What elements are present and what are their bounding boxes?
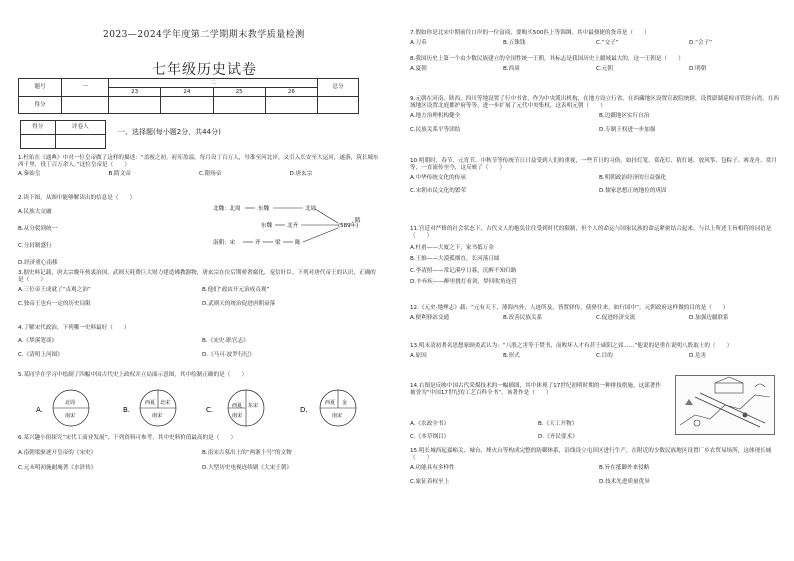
coal-mining-illustration: [675, 375, 775, 435]
option-c[interactable]: C.“交子”: [596, 39, 619, 46]
question-8: [410, 56, 782, 73]
col-one: 一: [62, 79, 109, 97]
question-text: 2.读下图，从图中能够解读出的信息是（ ）: [18, 195, 136, 201]
row-label-question: 题号: [19, 79, 62, 97]
option-c[interactable]: C.独帝王也有一定的历史局限: [18, 300, 91, 307]
circle-a: [36, 390, 89, 426]
grader-label: 评卷人: [55, 121, 105, 135]
option-a[interactable]: A.地方治理机构健全: [410, 112, 461, 119]
option-d[interactable]: D.经济重心南移: [18, 260, 58, 266]
section-heading-choice: 一、选择题(每小题2分，共44分): [118, 128, 221, 136]
option-b[interactable]: B.南宋古墓出土的“两浙十号”的文物: [202, 449, 292, 456]
label-south-song: 南朝：宋: [213, 240, 236, 246]
question-14: [410, 383, 782, 445]
question-7: [410, 30, 782, 47]
question-text: 7.假如你是北宋中期前往口岸的一位富商，要购买500匹上等锦绸，其中最便捷的货币是（ ）: [410, 30, 650, 36]
option-a[interactable]: A.秦始皇: [18, 170, 41, 177]
question-1: [18, 155, 380, 178]
option-d[interactable]: D.辛弃疾——醉里挑灯看剑，梦回吹角连营: [410, 279, 517, 286]
option-a[interactable]: A.南朝梁驱逐开皇帝的《宋史》: [18, 449, 97, 456]
option-c[interactable]: C.元朝: [596, 65, 613, 72]
score-cell[interactable]: [318, 97, 359, 114]
label-sui: 隋: [355, 218, 361, 224]
option-d[interactable]: D.技术先进质量优异: [599, 478, 650, 485]
option-b[interactable]: B.《宋史·职官志》: [202, 337, 249, 344]
option-a[interactable]: A.功能具有多样性: [410, 464, 455, 471]
row-label-score: 得分: [19, 97, 62, 114]
option-d[interactable]: D.大型历史电视连续剧《大宋王朝》: [202, 464, 292, 471]
svg-text:南宋: 南宋: [232, 413, 243, 419]
sub-col-23: 23: [109, 88, 161, 97]
question-10: [410, 158, 782, 195]
option-a[interactable]: A.中华传统文化的传承: [410, 174, 466, 181]
option-d[interactable]: D.《马可·波罗行纪》: [202, 351, 255, 358]
exam-header-title: 2023—2024学年度第二学期期末教学质量检测: [103, 30, 305, 40]
option-a[interactable]: A.《农政全书》: [410, 421, 450, 427]
question-text: 13.明末清初著名思想家顾炎武认为：“八股之害等于焚书，而败坏人才有甚于咸阳之郊……”他说的是重在说明八股取士的（ ）: [410, 343, 733, 349]
label-year: (589年): [338, 223, 359, 229]
label-north-wei: 北魏：北周: [213, 206, 241, 212]
svg-text:金: 金: [342, 400, 348, 406]
svg-text:D.: D.: [300, 406, 308, 414]
score-cell[interactable]: [265, 97, 317, 114]
option-b[interactable]: B.从分裂到统一: [18, 226, 58, 232]
option-a[interactable]: A.原因: [410, 352, 427, 359]
option-d[interactable]: D.儒家思想正统地位的巩固: [599, 187, 667, 194]
question-text: 5.某同学在学习中绘制了四幅中国古代史上政权并立局面示意图，其中绘制正确的是（ ）: [18, 372, 248, 378]
option-c[interactable]: C.《本草纲目》: [410, 434, 450, 440]
option-b[interactable]: B.西周: [503, 65, 520, 72]
svg-text:C.: C.: [206, 406, 214, 414]
question-text: 1.杜佑在《通典》中对一位皇帝做了这样的描述：“盖视之初，府库盈溢，每月设丁百万人，导淮至河北岸，又引入长安至大运河，遂游，筑长城东西千里，役丁百万余人。”这位皇帝是（ ）: [18, 155, 379, 168]
svg-text:东宋: 东宋: [248, 403, 259, 409]
question-text: 15.明长城西起嘉峪关、城台、烽火台等构成完整的防御体系，沿线设立屯田区进行生产，在附近的少数民族地区设置厂乡农贸易场所，这体现长城（ ）: [410, 448, 772, 461]
question-text: 8.我国历史上第一个由少数民族建立的全国性统一王朝，其标志是我国历史上疆域最大的，这一王朝是（ ）: [410, 56, 684, 62]
option-b[interactable]: B.《天工开物》: [538, 421, 578, 427]
regime-circle-diagrams: [18, 380, 378, 435]
question-15: [410, 448, 782, 486]
score-cell[interactable]: [213, 97, 265, 114]
option-c[interactable]: C.分封制盛行: [18, 243, 52, 249]
option-a[interactable]: A.刀币: [410, 39, 427, 46]
col-total: 总分: [318, 79, 359, 97]
grader-score-cell[interactable]: [21, 135, 56, 149]
option-b[interactable]: B.边疆地区实行自治: [599, 112, 650, 119]
option-a[interactable]: A.民族大交融: [18, 209, 52, 215]
circle-d: [300, 390, 356, 426]
question-12: [410, 305, 782, 322]
sub-col-26: 26: [265, 88, 317, 97]
option-c[interactable]: C.元末明初施耐庵著《水浒传》: [18, 464, 97, 471]
question-2: [18, 195, 380, 265]
option-a[interactable]: A.夏朝: [410, 65, 427, 72]
label-north-qi: 北齐: [287, 223, 299, 229]
score-cell[interactable]: [109, 97, 161, 114]
question-4: [18, 325, 380, 359]
option-b[interactable]: B.他们“政由开元治成贞观”: [202, 286, 270, 293]
question-5: [18, 372, 380, 432]
question-text: 10.明朝时，春节、元宵节、中秋节等传统节日日益受到人们的重视，一些节日的习俗，如挂灯笼、赏花灯、猜灯谜、放风筝、包粽子、赛龙舟、赏月等，一直流传至今，这反映了（ ）: [410, 158, 777, 171]
question-13: [410, 343, 782, 360]
svg-text:西夏: 西夏: [325, 400, 336, 406]
svg-text:北宋: 北宋: [160, 400, 171, 406]
option-d[interactable]: D.明朝: [689, 65, 707, 72]
score-cell[interactable]: [161, 97, 213, 114]
circle-c: [206, 390, 264, 426]
option-b[interactable]: B.明朝政治经济的日益强化: [599, 174, 667, 181]
svg-text:西夏: 西夏: [232, 403, 243, 409]
option-a[interactable]: A.三位帝王成就了“贞观之治”: [18, 286, 91, 293]
option-a[interactable]: A.《梦溪笔谈》: [18, 337, 58, 344]
option-b[interactable]: B.改善民族关系: [503, 314, 543, 321]
option-b[interactable]: B.旨在抵御外来侵略: [599, 464, 650, 471]
option-d[interactable]: D.唐玄宗: [289, 170, 313, 177]
exam-subtitle: 七年级历史试卷: [152, 62, 257, 78]
option-c[interactable]: C.《清明上河图》: [18, 351, 63, 358]
label-east-wei: 东魏: [258, 206, 270, 212]
option-c[interactable]: C.隋炀帝: [199, 170, 222, 177]
question-3: [18, 270, 380, 308]
question-6: [18, 435, 380, 472]
question-text: 4.了解宋代政治，下列哪一史料最好（ ）: [18, 325, 130, 331]
question-text: 12.《元史·地理志》载：“元有天下，薄海内外，人迹所及，皆置驿传，使驿往来，如行国中”。元朝政府这样做的目的是（ ）: [410, 305, 729, 311]
grader-score-label: 得分: [21, 121, 56, 135]
label-chen: 陈: [295, 240, 301, 246]
option-c[interactable]: C.李清照——常记溪亭日暮，沉醉不知归路: [410, 267, 517, 274]
sub-col-25: 25: [213, 88, 265, 97]
question-9: [410, 96, 782, 134]
option-d[interactable]: D.“会子”: [689, 39, 713, 46]
svg-text:北周: 北周: [65, 400, 76, 406]
grader-box: [20, 120, 106, 149]
option-a[interactable]: A.杜甫——大厦之下，家书抵万金: [410, 244, 494, 251]
option-a[interactable]: A.便利驿站交通: [410, 314, 450, 321]
option-c[interactable]: C.象征着权至上: [410, 478, 450, 485]
question-text: 9.元朝在河南、陕西、四川等地设置了行中书省，作为中央派出机构，在地方设立行省，在西藏地区设置宣政院统辖，设置澎湖巡检司管辖台湾，在西域地区设置北庭都护府等等，进一步扩展了元代中央集权，这表明元朝（ ）: [410, 96, 779, 109]
option-c[interactable]: C.宋朝市民文化的繁荣: [410, 187, 467, 194]
question-text: 14.右图是反映中国古代采煤技术的一幅插图，其中体现了17世纪初明时期的一种排技措施，这部著作被誉为“中国17世纪的工艺百科全书”。该著作是（ ）: [410, 383, 661, 396]
label-north-zhou: 北周: [305, 206, 317, 212]
option-d[interactable]: D.武则天的统治促进唐朝衰落: [202, 300, 276, 307]
option-b[interactable]: B.王维——大漠孤烟直，长河落日圆: [410, 256, 500, 263]
svg-text:南宋: 南宋: [65, 413, 76, 419]
sub-col-24: 24: [161, 88, 213, 97]
svg-text:南宋: 南宋: [332, 413, 343, 419]
option-d[interactable]: D.加强边疆联系: [689, 314, 729, 321]
score-cell[interactable]: [62, 97, 109, 114]
option-d[interactable]: D.专制王权进一步加强: [599, 126, 656, 133]
option-d[interactable]: D.《齐民要术》: [538, 434, 578, 440]
svg-text:南宋: 南宋: [152, 413, 163, 419]
svg-text:东魏: 东魏: [261, 223, 273, 229]
option-d[interactable]: D.危害: [689, 352, 707, 359]
svg-text:B.: B.: [123, 406, 131, 414]
option-c[interactable]: C.促进经济交流: [596, 314, 636, 321]
question-11: [410, 226, 782, 289]
option-b[interactable]: B.五铢钱: [503, 39, 526, 46]
circle-b: [123, 390, 176, 426]
question-text: 6.某兴趣小组探究“宋代工商业发展”，下列资料可参考，其中史料价值最高的是（ ）: [18, 435, 237, 441]
label-qi: 齐: [255, 240, 261, 246]
score-table: [18, 78, 359, 114]
option-b[interactable]: B.形式: [503, 352, 520, 359]
question-text: 3.据史料记载，唐太宗晚年热衷治国，武则天耗费巨大财力建造佛教器物，唐玄宗在位后期骄奢腐化、宠信奸臣。下列对唐代帝王的认识，正确的是（ ）: [18, 270, 376, 283]
option-b[interactable]: B.隋文帝: [108, 170, 131, 177]
col-two: 二: [109, 79, 318, 88]
question-text: 11.宫廷对严格的社会状态下，古代文人的抱负往往受到时代的限制，但个人的命运与国家民族的命运紧密结合起来，与以上所述主旨相符的词语是（ ）: [410, 226, 772, 239]
svg-text:A.: A.: [36, 406, 43, 414]
svg-text:西夏: 西夏: [145, 400, 156, 406]
grader-name-cell[interactable]: [55, 135, 105, 149]
dynasty-flow-diagram: [213, 203, 373, 263]
option-c[interactable]: C.民族关系平等团结: [410, 126, 461, 133]
option-c[interactable]: C.目的: [596, 352, 613, 359]
label-liang: 梁: [275, 240, 281, 246]
